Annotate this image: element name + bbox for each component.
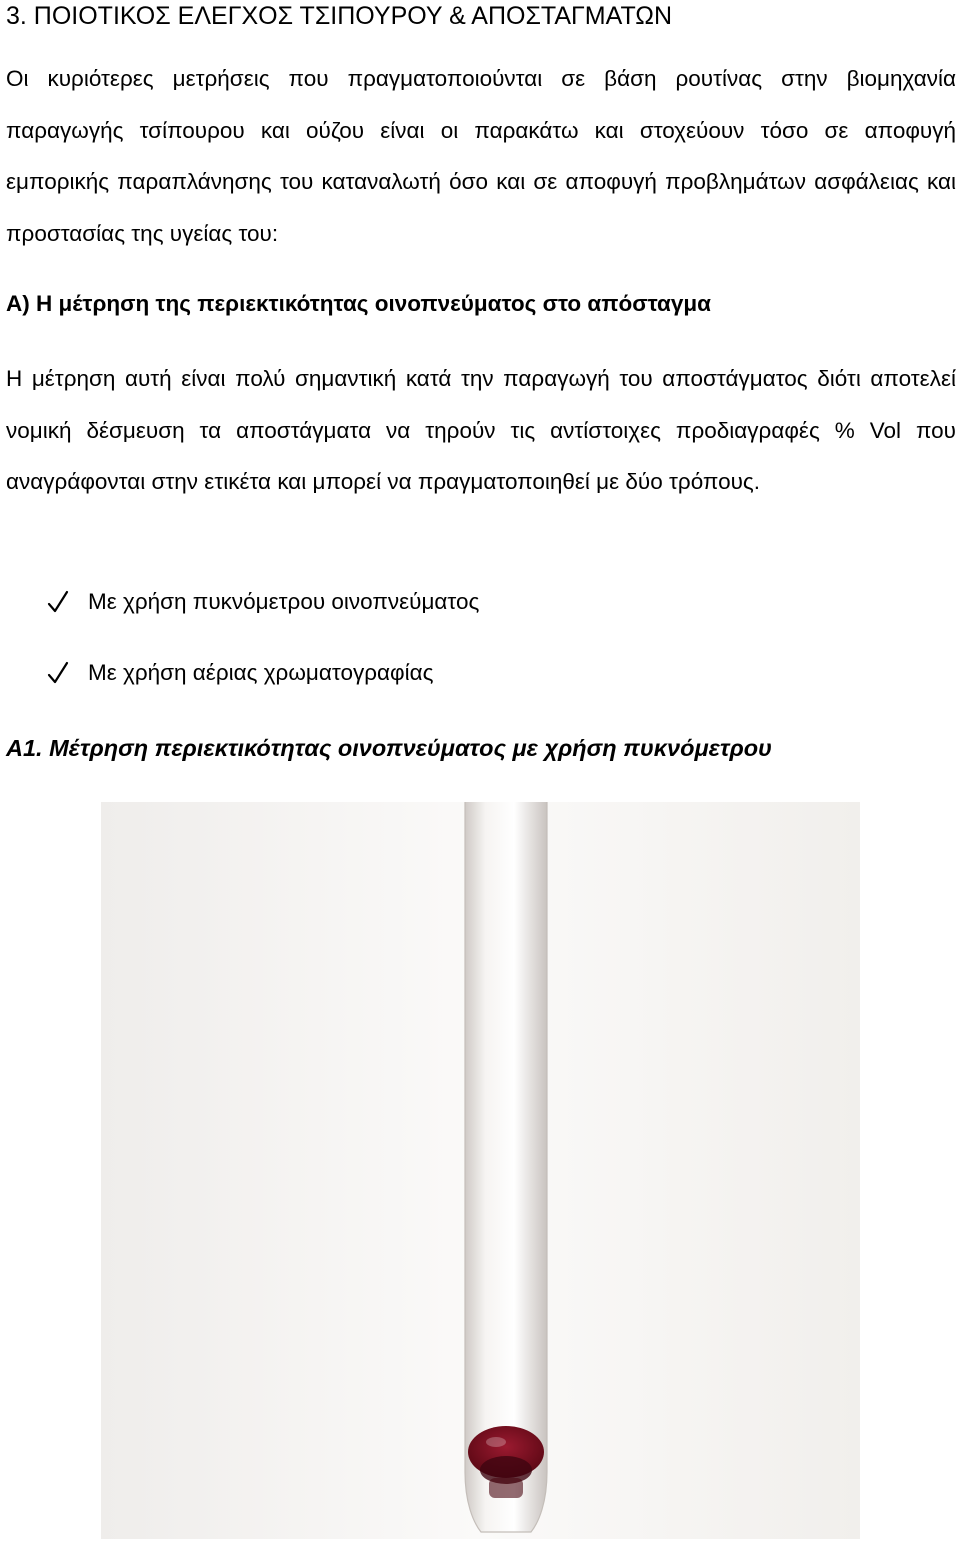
checkmark-icon	[46, 657, 70, 689]
intro-paragraph: Οι κυριότερες μετρήσεις που πραγματοποιούνται σε βάση ρουτίνας στην βιομηχανία παραγωγής τσίπουρου και ούζου είναι οι παρακάτω και στοχεύουν τόσο σε αποφυγή εμπορικής παραπλάνησης του καταναλωτή όσο και σε αποφυγή προβλημάτων ασφάλειας και προστασίας της υγείας του:	[6, 66, 956, 246]
hydrometer-bulb	[465, 802, 547, 1532]
method-label: Με χρήση πυκνόμετρου οινοπνεύματος	[88, 589, 480, 614]
section-a-paragraph: Η μέτρηση αυτή είναι πολύ σημαντική κατά την παραγωγή του αποστάγματος διότι αποτελεί νομική δέσμευση τα αποστάγματα να τηρούν τις αντίστοιχες προδιαγραφές % Vol που αναγράφονται στην ετικέτα και μπορεί να πραγματοποιηθεί με δύο τρόπους.	[6, 366, 956, 494]
method-label: Με χρήση αέριας χρωματογραφίας	[88, 660, 434, 685]
checkmark-icon	[46, 586, 70, 618]
section-a-title: Α) Η μέτρηση της περιεκτικότητας οινοπνεύματος στο απόσταγμα	[6, 291, 711, 316]
document-heading: 3. ΠΟΙΟΤΙΚΟΣ ΕΛΕΓΧΟΣ ΤΣΙΠΟΥΡΟΥ & ΑΠΟΣΤΑΓΜΑΤΩΝ	[6, 2, 673, 30]
subsection-a1-title: Α1. Μέτρηση περιεκτικότητας οινοπνεύματος με χρήση πυκνόμετρου	[6, 735, 772, 761]
hydrometer-photo	[101, 802, 860, 1539]
